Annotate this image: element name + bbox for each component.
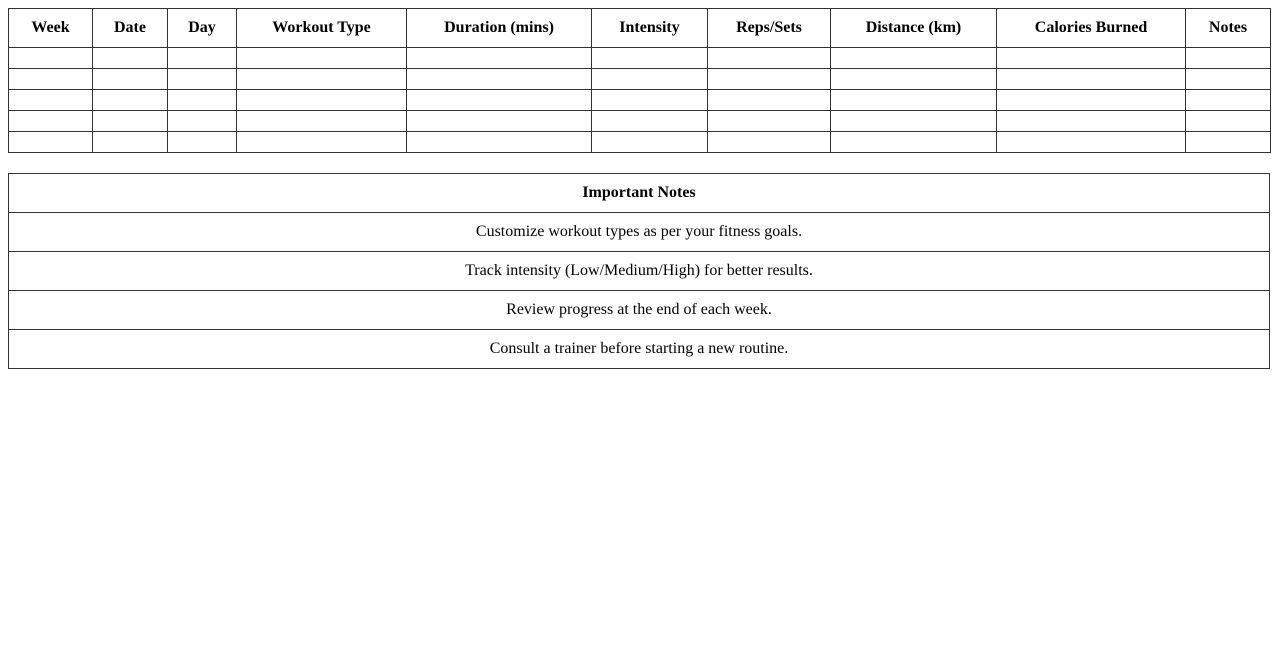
important-notes-table xyxy=(8,173,1270,369)
table-cell[interactable] xyxy=(708,90,831,111)
table-cell[interactable] xyxy=(592,132,708,153)
table-cell[interactable] xyxy=(9,132,93,153)
table-cell[interactable] xyxy=(93,90,168,111)
table-cell[interactable] xyxy=(168,111,237,132)
table-cell[interactable] xyxy=(831,69,997,90)
workout-log-header-row xyxy=(9,9,1271,48)
table-cell[interactable] xyxy=(407,132,592,153)
table-cell[interactable] xyxy=(1186,111,1271,132)
table-cell[interactable] xyxy=(168,69,237,90)
table-row xyxy=(9,111,1271,132)
table-cell[interactable] xyxy=(93,69,168,90)
table-cell[interactable] xyxy=(708,48,831,69)
table-cell[interactable] xyxy=(997,132,1186,153)
column-header-week: Week xyxy=(9,9,93,48)
notes-row xyxy=(9,291,1270,330)
note-item: Customize workout types as per your fitness goals. xyxy=(9,213,1270,252)
table-cell[interactable] xyxy=(407,48,592,69)
notes-row xyxy=(9,252,1270,291)
column-header-notes: Notes xyxy=(1186,9,1271,48)
table-cell[interactable] xyxy=(407,90,592,111)
table-cell[interactable] xyxy=(168,132,237,153)
table-cell[interactable] xyxy=(997,48,1186,69)
column-header-intensity: Intensity xyxy=(592,9,708,48)
table-cell[interactable] xyxy=(93,132,168,153)
table-cell[interactable] xyxy=(1186,132,1271,153)
table-cell[interactable] xyxy=(93,111,168,132)
notes-title: Important Notes xyxy=(9,174,1270,213)
workout-log-table xyxy=(8,8,1271,153)
notes-row xyxy=(9,213,1270,252)
table-cell[interactable] xyxy=(708,69,831,90)
column-header-day: Day xyxy=(168,9,237,48)
table-cell[interactable] xyxy=(592,48,708,69)
note-item: Consult a trainer before starting a new routine. xyxy=(9,330,1270,369)
table-cell[interactable] xyxy=(9,111,93,132)
table-cell[interactable] xyxy=(9,90,93,111)
table-cell[interactable] xyxy=(592,111,708,132)
table-cell[interactable] xyxy=(9,48,93,69)
note-item: Review progress at the end of each week. xyxy=(9,291,1270,330)
table-cell[interactable] xyxy=(997,69,1186,90)
table-cell[interactable] xyxy=(168,48,237,69)
notes-header-row xyxy=(9,174,1270,213)
table-cell[interactable] xyxy=(237,90,407,111)
table-cell[interactable] xyxy=(1186,48,1271,69)
table-cell[interactable] xyxy=(831,132,997,153)
table-cell[interactable] xyxy=(237,69,407,90)
workout-log-body xyxy=(9,48,1271,153)
table-row xyxy=(9,69,1271,90)
table-cell[interactable] xyxy=(168,90,237,111)
table-cell[interactable] xyxy=(708,111,831,132)
column-header-distance: Distance (km) xyxy=(831,9,997,48)
table-cell[interactable] xyxy=(407,111,592,132)
table-cell[interactable] xyxy=(237,132,407,153)
column-header-date: Date xyxy=(93,9,168,48)
table-cell[interactable] xyxy=(237,48,407,69)
table-cell[interactable] xyxy=(831,90,997,111)
table-cell[interactable] xyxy=(592,69,708,90)
table-cell[interactable] xyxy=(708,132,831,153)
column-header-calories-burned: Calories Burned xyxy=(997,9,1186,48)
column-header-duration: Duration (mins) xyxy=(407,9,592,48)
table-cell[interactable] xyxy=(831,111,997,132)
table-cell[interactable] xyxy=(237,111,407,132)
table-cell[interactable] xyxy=(407,69,592,90)
table-cell[interactable] xyxy=(831,48,997,69)
table-row xyxy=(9,48,1271,69)
table-cell[interactable] xyxy=(9,69,93,90)
table-cell[interactable] xyxy=(997,111,1186,132)
table-row xyxy=(9,132,1271,153)
table-cell[interactable] xyxy=(1186,90,1271,111)
table-cell[interactable] xyxy=(997,90,1186,111)
notes-row xyxy=(9,330,1270,369)
note-item: Track intensity (Low/Medium/High) for better results. xyxy=(9,252,1270,291)
table-row xyxy=(9,90,1271,111)
table-cell[interactable] xyxy=(93,48,168,69)
column-header-workout-type: Workout Type xyxy=(237,9,407,48)
table-cell[interactable] xyxy=(1186,69,1271,90)
table-cell[interactable] xyxy=(592,90,708,111)
column-header-reps-sets: Reps/Sets xyxy=(708,9,831,48)
